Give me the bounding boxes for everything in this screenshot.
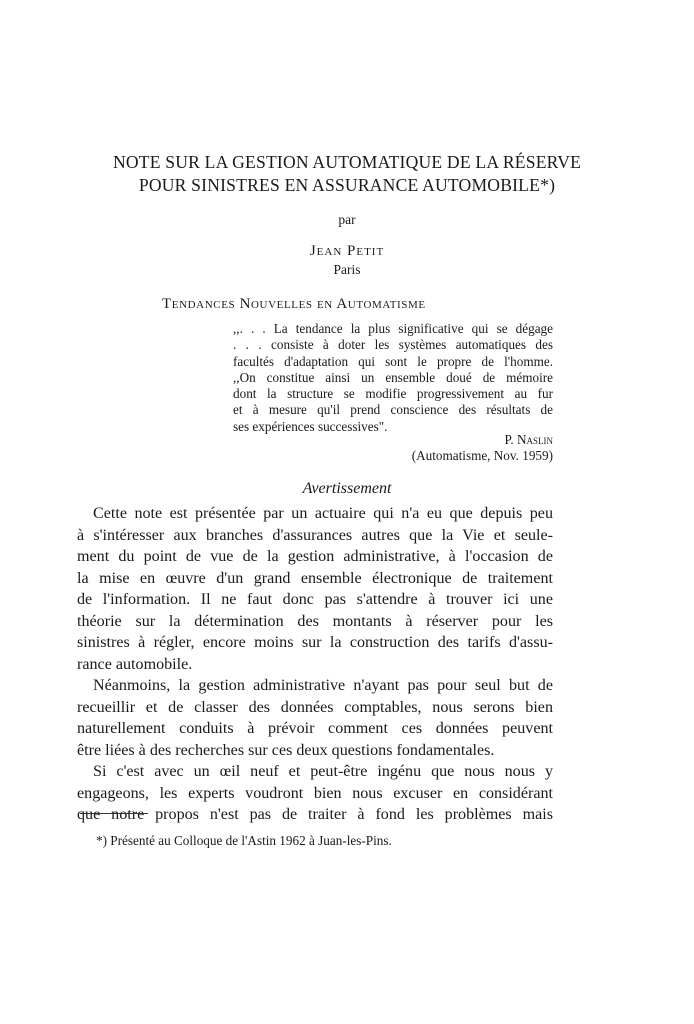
body-line: Si c'est avec un œil neuf et peut-être ingénu que nous nous y: [93, 763, 553, 780]
body-line: à s'intéresser aux branches d'assurances autres que la Vie et seule-: [77, 526, 553, 544]
body-line: de l'information. Il ne faut donc pas s'attendre à trouver ici une: [77, 591, 553, 608]
body-line: théorie sur la détermination des montants à réserver pour les: [77, 612, 553, 630]
body-text: [77, 503, 553, 826]
epigraph-quote: [233, 321, 553, 435]
epigraph-source: (Automatisme, Nov. 1959): [411, 448, 553, 463]
author-city: Paris: [333, 262, 361, 277]
quote-line: facultés d'adaptation qui sont le propre de l'homme.: [233, 353, 553, 369]
body-line: la mise en œuvre d'un grand ensemble électronique de traitement: [77, 569, 553, 587]
body-line: engageons, les experts voudront bien nous excuser en considérant: [77, 784, 553, 802]
section-heading: Avertissement: [302, 480, 392, 497]
body-line: recueillir et de classer des données comptables, nous serons bien: [77, 698, 553, 716]
quote-line: . . . consiste à doter les systèmes automatiques des: [233, 337, 553, 353]
footnote-divider: [80, 813, 148, 814]
body-line: ment du point de vue de la gestion administrative, à l'occasion de: [77, 548, 553, 565]
author-name-text: Jean Petit: [309, 243, 385, 259]
paper-title-line-2: POUR SINISTRES EN ASSURANCE AUTOMOBILE*): [138, 175, 556, 195]
quote-line: et à mesure qu'il prend conscience des résultats de: [233, 402, 553, 418]
body-line: être liées à des recherches sur ces deux questions fondamentales.: [77, 741, 495, 759]
author-name: [60, 243, 634, 260]
body-line: Cette note est présentée par un actuaire qui n'a eu que depuis peu: [93, 505, 553, 522]
quote-line: dont la structure se modifie progressivement au fur: [233, 386, 553, 402]
body-line: Néanmoins, la gestion administrative n'ayant pas pour seul but de: [93, 677, 553, 694]
byline-par: par: [338, 212, 356, 227]
quote-line: ,,. . . La tendance la plus significative qui se dégage: [233, 321, 553, 336]
epigraph-section-title-text: Tendances Nouvelles en Automatisme: [162, 296, 426, 312]
body-line: naturellement conduits à prévoir comment ces données peuvent: [77, 720, 553, 737]
epigraph-author: [505, 432, 554, 448]
epigraph-section-title: [162, 296, 426, 313]
paper-title-line-1: NOTE SUR LA GESTION AUTOMATIQUE DE LA RÉSERVE: [112, 152, 582, 172]
quote-line: ses expériences successives".: [233, 418, 388, 434]
body-line: que notre propos n'est pas de traiter à fond les problèmes mais: [77, 806, 553, 823]
body-line: sinistres à régler, encore moins sur la construction des tarifs d'assu-: [77, 634, 553, 651]
body-line: rance automobile.: [77, 655, 193, 673]
footnote: *) Présenté au Colloque de l'Astin 1962 à Juan-les-Pins.: [96, 833, 392, 848]
quote-line: ,,On constitue ainsi un ensemble doué de mémoire: [233, 369, 553, 385]
epigraph-author-text: P. Naslin: [504, 432, 553, 447]
